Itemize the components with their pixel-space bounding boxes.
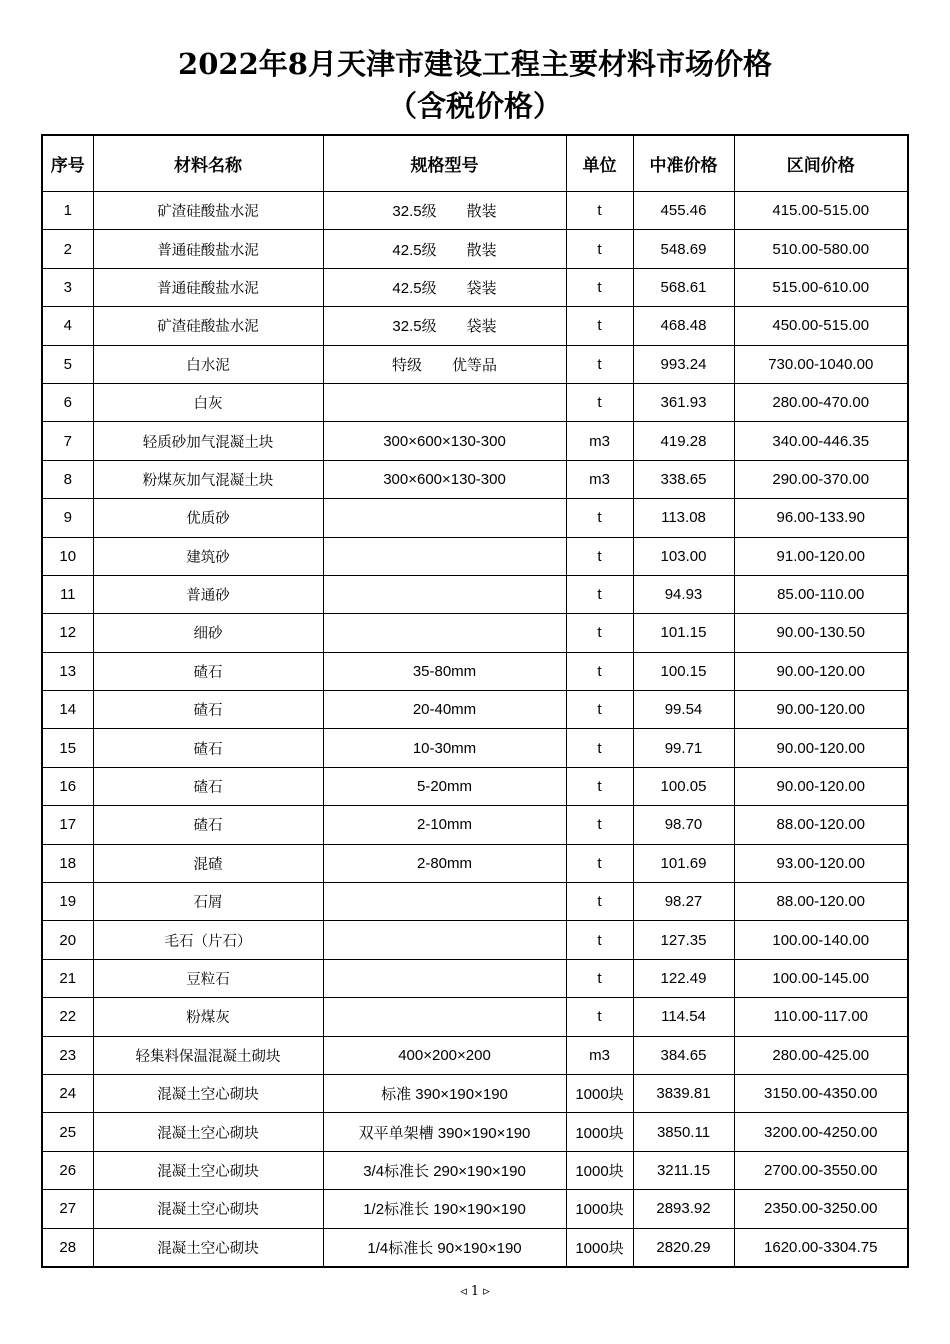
- cell-price-range: 100.00-145.00: [734, 959, 908, 997]
- cell-material-name: 粉煤灰: [93, 998, 323, 1036]
- page-number: ◃ 1 ▹: [460, 1284, 490, 1299]
- cell-price-range: 290.00-370.00: [734, 460, 908, 498]
- cell-material-name: 碴石: [93, 806, 323, 844]
- cell-index: 6: [42, 383, 93, 421]
- cell-price-range: 96.00-133.90: [734, 499, 908, 537]
- cell-unit: m3: [566, 460, 633, 498]
- table-row: [42, 729, 908, 767]
- cell-median-price: 568.61: [633, 268, 734, 306]
- cell-index: 3: [42, 268, 93, 306]
- table-row: [42, 345, 908, 383]
- cell-price-range: 1620.00-3304.75: [734, 1228, 908, 1267]
- cell-spec: 300×600×130-300: [323, 422, 566, 460]
- table-row: [42, 537, 908, 575]
- cell-spec: 32.5级 散装: [323, 192, 566, 230]
- cell-material-name: 普通砂: [93, 575, 323, 613]
- cell-price-range: 515.00-610.00: [734, 268, 908, 306]
- cell-unit: m3: [566, 1036, 633, 1074]
- cell-median-price: 98.70: [633, 806, 734, 844]
- cell-material-name: 普通硅酸盐水泥: [93, 230, 323, 268]
- cell-material-name: 混凝土空心砌块: [93, 1151, 323, 1189]
- cell-material-name: 混碴: [93, 844, 323, 882]
- table-row: [42, 883, 908, 921]
- cell-spec: [323, 959, 566, 997]
- cell-index: 17: [42, 806, 93, 844]
- cell-unit: t: [566, 691, 633, 729]
- cell-price-range: 415.00-515.00: [734, 192, 908, 230]
- cell-median-price: 114.54: [633, 998, 734, 1036]
- header-index: 序号: [42, 135, 93, 192]
- cell-index: 24: [42, 1074, 93, 1112]
- cell-spec: [323, 883, 566, 921]
- cell-index: 20: [42, 921, 93, 959]
- cell-unit: t: [566, 767, 633, 805]
- cell-material-name: 优质砂: [93, 499, 323, 537]
- cell-median-price: 101.69: [633, 844, 734, 882]
- cell-index: 1: [42, 192, 93, 230]
- cell-spec: 5-20mm: [323, 767, 566, 805]
- cell-material-name: 矿渣硅酸盐水泥: [93, 307, 323, 345]
- cell-material-name: 豆粒石: [93, 959, 323, 997]
- cell-material-name: 碴石: [93, 729, 323, 767]
- price-table: [41, 134, 909, 1268]
- cell-price-range: 100.00-140.00: [734, 921, 908, 959]
- cell-material-name: 混凝土空心砌块: [93, 1228, 323, 1267]
- cell-median-price: 2820.29: [633, 1228, 734, 1267]
- header-median-price: 中准价格: [633, 135, 734, 192]
- table-row: [42, 499, 908, 537]
- cell-material-name: 碴石: [93, 691, 323, 729]
- cell-material-name: 轻质砂加气混凝土块: [93, 422, 323, 460]
- cell-index: 21: [42, 959, 93, 997]
- cell-material-name: 碴石: [93, 767, 323, 805]
- cell-spec: 1/2标准长 190×190×190: [323, 1190, 566, 1228]
- cell-material-name: 粉煤灰加气混凝土块: [93, 460, 323, 498]
- cell-material-name: 混凝土空心砌块: [93, 1190, 323, 1228]
- table-row: [42, 307, 908, 345]
- cell-median-price: 993.24: [633, 345, 734, 383]
- cell-price-range: 340.00-446.35: [734, 422, 908, 460]
- cell-median-price: 127.35: [633, 921, 734, 959]
- cell-median-price: 100.05: [633, 767, 734, 805]
- cell-median-price: 98.27: [633, 883, 734, 921]
- cell-price-range: 110.00-117.00: [734, 998, 908, 1036]
- cell-spec: 42.5级 散装: [323, 230, 566, 268]
- cell-index: 5: [42, 345, 93, 383]
- cell-material-name: 细砂: [93, 614, 323, 652]
- cell-spec: 双平单架槽 390×190×190: [323, 1113, 566, 1151]
- table-row: [42, 1151, 908, 1189]
- cell-unit: t: [566, 575, 633, 613]
- cell-unit: t: [566, 345, 633, 383]
- cell-unit: t: [566, 499, 633, 537]
- cell-spec: [323, 614, 566, 652]
- cell-unit: 1000块: [566, 1113, 633, 1151]
- cell-spec: [323, 537, 566, 575]
- cell-index: 13: [42, 652, 93, 690]
- cell-median-price: 338.65: [633, 460, 734, 498]
- table-row: [42, 383, 908, 421]
- cell-material-name: 石屑: [93, 883, 323, 921]
- cell-index: 16: [42, 767, 93, 805]
- table-row: [42, 1074, 908, 1112]
- cell-spec: 42.5级 袋装: [323, 268, 566, 306]
- page-title: 2022年8月天津市建设工程主要材料市场价格: [178, 47, 772, 81]
- cell-material-name: 碴石: [93, 652, 323, 690]
- cell-spec: 特级 优等品: [323, 345, 566, 383]
- cell-unit: t: [566, 614, 633, 652]
- cell-spec: [323, 499, 566, 537]
- cell-index: 11: [42, 575, 93, 613]
- table-row: [42, 652, 908, 690]
- cell-median-price: 94.93: [633, 575, 734, 613]
- table-row: [42, 1190, 908, 1228]
- cell-price-range: 88.00-120.00: [734, 883, 908, 921]
- header-unit: 单位: [566, 135, 633, 192]
- table-row: [42, 268, 908, 306]
- cell-unit: t: [566, 806, 633, 844]
- table-row: [42, 691, 908, 729]
- cell-spec: 3/4标准长 290×190×190: [323, 1151, 566, 1189]
- table-row: [42, 959, 908, 997]
- table-row: [42, 998, 908, 1036]
- cell-index: 28: [42, 1228, 93, 1267]
- cell-price-range: 88.00-120.00: [734, 806, 908, 844]
- cell-median-price: 103.00: [633, 537, 734, 575]
- cell-median-price: 100.15: [633, 652, 734, 690]
- cell-unit: t: [566, 537, 633, 575]
- cell-index: 4: [42, 307, 93, 345]
- cell-unit: 1000块: [566, 1151, 633, 1189]
- cell-material-name: 白水泥: [93, 345, 323, 383]
- header-spec: 规格型号: [323, 135, 566, 192]
- cell-index: 19: [42, 883, 93, 921]
- cell-index: 12: [42, 614, 93, 652]
- cell-index: 14: [42, 691, 93, 729]
- cell-price-range: 85.00-110.00: [734, 575, 908, 613]
- cell-spec: 300×600×130-300: [323, 460, 566, 498]
- cell-material-name: 普通硅酸盐水泥: [93, 268, 323, 306]
- cell-price-range: 280.00-470.00: [734, 383, 908, 421]
- cell-median-price: 99.71: [633, 729, 734, 767]
- table-row: [42, 844, 908, 882]
- cell-median-price: 361.93: [633, 383, 734, 421]
- cell-median-price: 101.15: [633, 614, 734, 652]
- cell-price-range: 93.00-120.00: [734, 844, 908, 882]
- cell-median-price: 455.46: [633, 192, 734, 230]
- cell-price-range: 90.00-120.00: [734, 652, 908, 690]
- cell-unit: t: [566, 652, 633, 690]
- cell-median-price: 468.48: [633, 307, 734, 345]
- cell-spec: 32.5级 袋装: [323, 307, 566, 345]
- table-row: [42, 1113, 908, 1151]
- table-row: [42, 614, 908, 652]
- cell-price-range: 90.00-120.00: [734, 767, 908, 805]
- cell-index: 27: [42, 1190, 93, 1228]
- cell-median-price: 113.08: [633, 499, 734, 537]
- cell-spec: 2-10mm: [323, 806, 566, 844]
- cell-price-range: 280.00-425.00: [734, 1036, 908, 1074]
- cell-median-price: 122.49: [633, 959, 734, 997]
- cell-index: 8: [42, 460, 93, 498]
- cell-median-price: 2893.92: [633, 1190, 734, 1228]
- cell-price-range: 91.00-120.00: [734, 537, 908, 575]
- cell-price-range: 450.00-515.00: [734, 307, 908, 345]
- table-row: [42, 767, 908, 805]
- header-material-name: 材料名称: [93, 135, 323, 192]
- cell-material-name: 轻集料保温混凝土砌块: [93, 1036, 323, 1074]
- cell-spec: [323, 575, 566, 613]
- cell-index: 25: [42, 1113, 93, 1151]
- table-body: [42, 192, 908, 1267]
- table-row: [42, 575, 908, 613]
- cell-material-name: 混凝土空心砌块: [93, 1074, 323, 1112]
- cell-unit: t: [566, 307, 633, 345]
- cell-median-price: 3839.81: [633, 1074, 734, 1112]
- cell-unit: t: [566, 383, 633, 421]
- table-row: [42, 460, 908, 498]
- cell-price-range: 3200.00-4250.00: [734, 1113, 908, 1151]
- cell-spec: 1/4标准长 90×190×190: [323, 1228, 566, 1267]
- cell-unit: t: [566, 959, 633, 997]
- cell-price-range: 90.00-120.00: [734, 729, 908, 767]
- table-row: [42, 422, 908, 460]
- table-row: [42, 1036, 908, 1074]
- cell-spec: [323, 998, 566, 1036]
- cell-index: 10: [42, 537, 93, 575]
- cell-spec: 400×200×200: [323, 1036, 566, 1074]
- cell-material-name: 混凝土空心砌块: [93, 1113, 323, 1151]
- cell-unit: t: [566, 883, 633, 921]
- cell-price-range: 90.00-120.00: [734, 691, 908, 729]
- cell-median-price: 99.54: [633, 691, 734, 729]
- cell-index: 26: [42, 1151, 93, 1189]
- cell-price-range: 510.00-580.00: [734, 230, 908, 268]
- cell-price-range: 730.00-1040.00: [734, 345, 908, 383]
- cell-price-range: 2700.00-3550.00: [734, 1151, 908, 1189]
- cell-unit: t: [566, 230, 633, 268]
- cell-unit: 1000块: [566, 1228, 633, 1267]
- table-row: [42, 806, 908, 844]
- cell-index: 15: [42, 729, 93, 767]
- cell-unit: t: [566, 268, 633, 306]
- cell-unit: 1000块: [566, 1190, 633, 1228]
- cell-spec: 35-80mm: [323, 652, 566, 690]
- cell-index: 7: [42, 422, 93, 460]
- cell-index: 23: [42, 1036, 93, 1074]
- table-row: [42, 1228, 908, 1267]
- cell-price-range: 90.00-130.50: [734, 614, 908, 652]
- page-subtitle: （含税价格）: [387, 89, 562, 123]
- cell-index: 2: [42, 230, 93, 268]
- cell-material-name: 矿渣硅酸盐水泥: [93, 192, 323, 230]
- cell-median-price: 384.65: [633, 1036, 734, 1074]
- header-price-range: 区间价格: [734, 135, 908, 192]
- cell-unit: t: [566, 729, 633, 767]
- table-row: [42, 921, 908, 959]
- cell-unit: m3: [566, 422, 633, 460]
- cell-unit: t: [566, 192, 633, 230]
- cell-price-range: 3150.00-4350.00: [734, 1074, 908, 1112]
- cell-spec: [323, 921, 566, 959]
- cell-spec: [323, 383, 566, 421]
- table-row: [42, 230, 908, 268]
- cell-price-range: 2350.00-3250.00: [734, 1190, 908, 1228]
- table-header-row: [42, 135, 908, 192]
- cell-spec: 20-40mm: [323, 691, 566, 729]
- cell-unit: t: [566, 921, 633, 959]
- cell-unit: t: [566, 998, 633, 1036]
- cell-median-price: 3850.11: [633, 1113, 734, 1151]
- cell-index: 9: [42, 499, 93, 537]
- cell-unit: 1000块: [566, 1074, 633, 1112]
- cell-spec: 10-30mm: [323, 729, 566, 767]
- cell-material-name: 建筑砂: [93, 537, 323, 575]
- cell-median-price: 3211.15: [633, 1151, 734, 1189]
- cell-spec: 2-80mm: [323, 844, 566, 882]
- table-row: [42, 192, 908, 230]
- cell-material-name: 白灰: [93, 383, 323, 421]
- cell-spec: 标准 390×190×190: [323, 1074, 566, 1112]
- cell-index: 18: [42, 844, 93, 882]
- cell-median-price: 419.28: [633, 422, 734, 460]
- cell-median-price: 548.69: [633, 230, 734, 268]
- cell-unit: t: [566, 844, 633, 882]
- cell-index: 22: [42, 998, 93, 1036]
- cell-material-name: 毛石（片石）: [93, 921, 323, 959]
